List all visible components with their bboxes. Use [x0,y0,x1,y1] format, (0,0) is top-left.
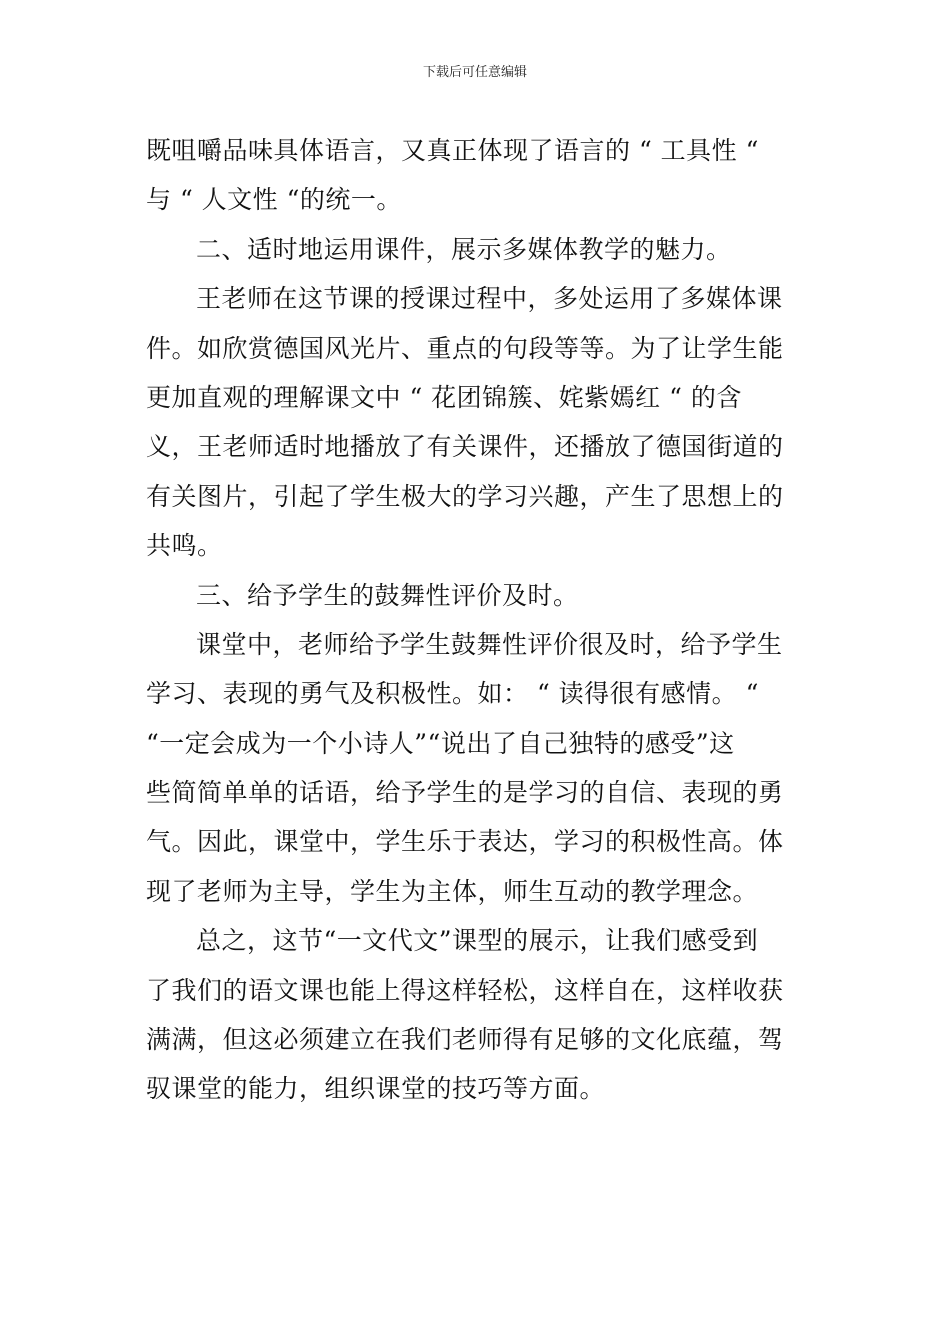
text-line: 驭课堂的能力，组织课堂的技巧等方面。 [146,1074,606,1104]
text-line: “一定会成为一个小诗人”“说出了自己独特的感受”这 [146,728,735,758]
text-line: 件。如欣赏德国风光片、重点的句段等等。为了让学生能 [146,333,784,363]
text-line: 更加直观的理解课文中 “ 花团锦簇、姹紫嫣红 “ 的含 [146,382,742,412]
text-line: 与 “ 人文性 “的统一。 [146,185,402,215]
text-line: 了我们的语文课也能上得这样轻松，这样自在，这样收获 [146,975,784,1005]
text-line: 义，王老师适时地播放了有关课件，还播放了德国街道的 [146,432,784,462]
text-line: 满满，但这必须建立在我们老师得有足够的文化底蕴，驾 [146,1025,784,1055]
text-line: 气。因此，课堂中，学生乐于表达，学习的积极性高。体 [146,827,784,857]
text-line: 现了老师为主导，学生为主体，师生互动的教学理念。 [146,876,759,906]
text-line: 既咀嚼品味具体语言，又真正体现了语言的 “ 工具性 “ [146,136,759,165]
section-heading: 三、给予学生的鼓舞性评价及时。 [196,580,579,610]
text-line: 总之，这节“一文代文”课型的展示，让我们感受到 [196,926,759,956]
text-line: 学习、表现的勇气及积极性。如： “ 读得很有感情。 “ [146,679,759,709]
text-line: 王老师在这节课的授课过程中，多处运用了多媒体课 [196,284,783,314]
text-line: 共鸣。 [146,531,223,561]
page-header: 下载后可任意编辑 [422,65,527,80]
text-line: 有关图片，引起了学生极大的学习兴趣，产生了思想上的 [146,481,784,511]
section-heading: 二、适时地运用课件，展示多媒体教学的魅力。 [196,234,732,264]
text-line: 些简简单单的话语，给予学生的是学习的自信、表现的勇 [146,778,784,808]
text-line: 课堂中，老师给予学生鼓舞性评价很及时，给予学生 [196,629,783,659]
document-body [146,126,810,1114]
